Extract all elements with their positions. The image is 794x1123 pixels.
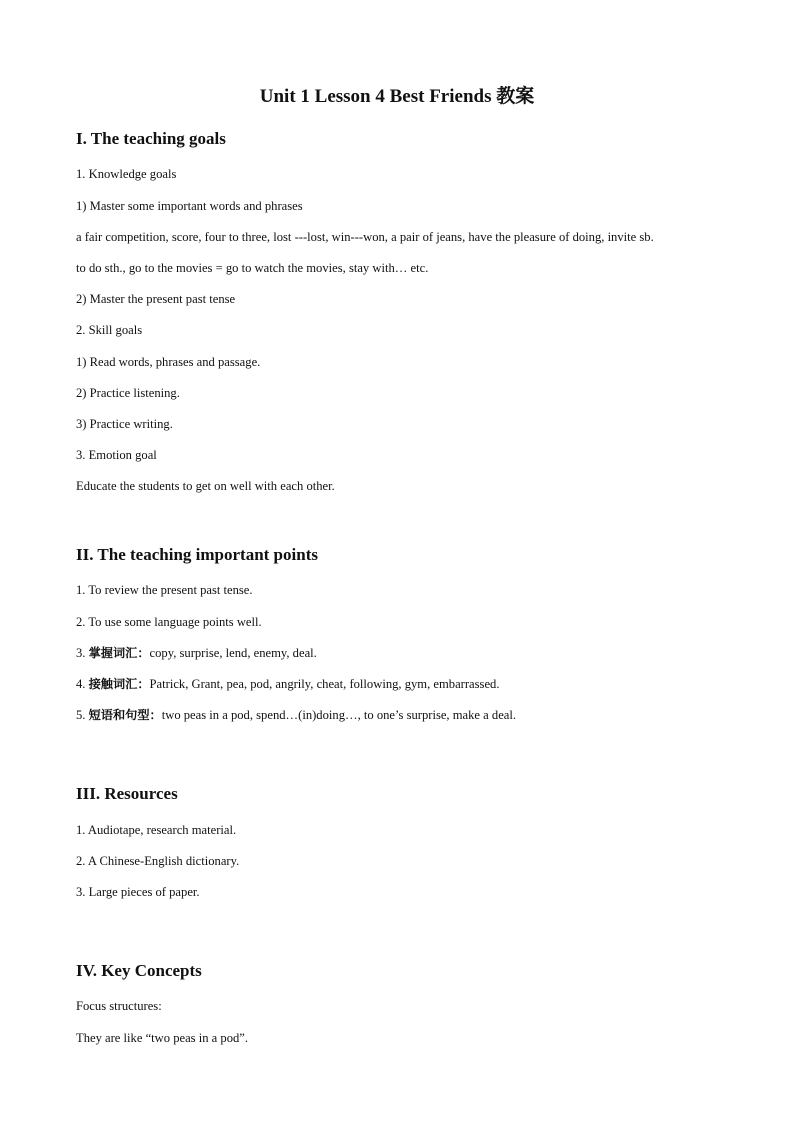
text-line: 1. To review the present past tense. xyxy=(76,583,253,597)
item-number: 4. xyxy=(76,677,89,691)
vocabulary-line xyxy=(76,676,500,692)
text-line: Focus structures: xyxy=(76,999,162,1013)
chinese-label: 短语和句型： xyxy=(88,708,162,722)
document-title: Unit 1 Lesson 4 Best Friends 教案 xyxy=(259,86,535,107)
section-heading-resources: III. Resources xyxy=(76,784,178,803)
text-line: 3) Practice writing. xyxy=(76,417,173,431)
chinese-label: 接触词汇： xyxy=(88,677,150,691)
vocabulary-line xyxy=(76,645,317,661)
item-text: copy, surprise, lend, enemy, deal. xyxy=(149,646,317,660)
item-text: two peas in a pod, spend…(in)doing…, to one’s surprise, make a deal. xyxy=(161,708,517,722)
text-line: 2) Master the present past tense xyxy=(76,292,236,306)
text-line: They are like “two peas in a pod”. xyxy=(76,1031,249,1045)
item-number: 5. xyxy=(76,708,89,722)
text-line: 1) Read words, phrases and passage. xyxy=(76,355,261,369)
section-heading-important-points: II. The teaching important points xyxy=(76,545,318,564)
section-heading-key-concepts: IV. Key Concepts xyxy=(76,961,202,980)
text-line: a fair competition, score, four to three, lost ---lost, win---won, a pair of jeans, have the pleasure of doing, invite sb. xyxy=(76,230,654,244)
text-line: 3. Large pieces of paper. xyxy=(76,885,200,899)
text-line: 2) Practice listening. xyxy=(76,386,180,400)
section-heading-teaching-goals: I. The teaching goals xyxy=(76,129,226,148)
text-line: 1. Audiotape, research material. xyxy=(76,823,237,837)
item-number: 3. xyxy=(76,646,89,660)
item-text: Patrick, Grant, pea, pod, angrily, cheat, following, gym, embarrassed. xyxy=(149,677,500,691)
text-line: 1) Master some important words and phrases xyxy=(76,199,303,213)
text-line: 1. Knowledge goals xyxy=(76,167,177,181)
text-line: Educate the students to get on well with each other. xyxy=(76,479,335,493)
text-line: 2. A Chinese-English dictionary. xyxy=(76,854,240,868)
text-line: 2. To use some language points well. xyxy=(76,615,262,629)
phrases-line xyxy=(76,707,516,723)
text-line: 2. Skill goals xyxy=(76,323,143,337)
chinese-label: 掌握词汇： xyxy=(88,646,150,660)
text-line: to do sth., go to the movies = go to watch the movies, stay with… etc. xyxy=(76,261,429,275)
text-line: 3. Emotion goal xyxy=(76,448,157,462)
